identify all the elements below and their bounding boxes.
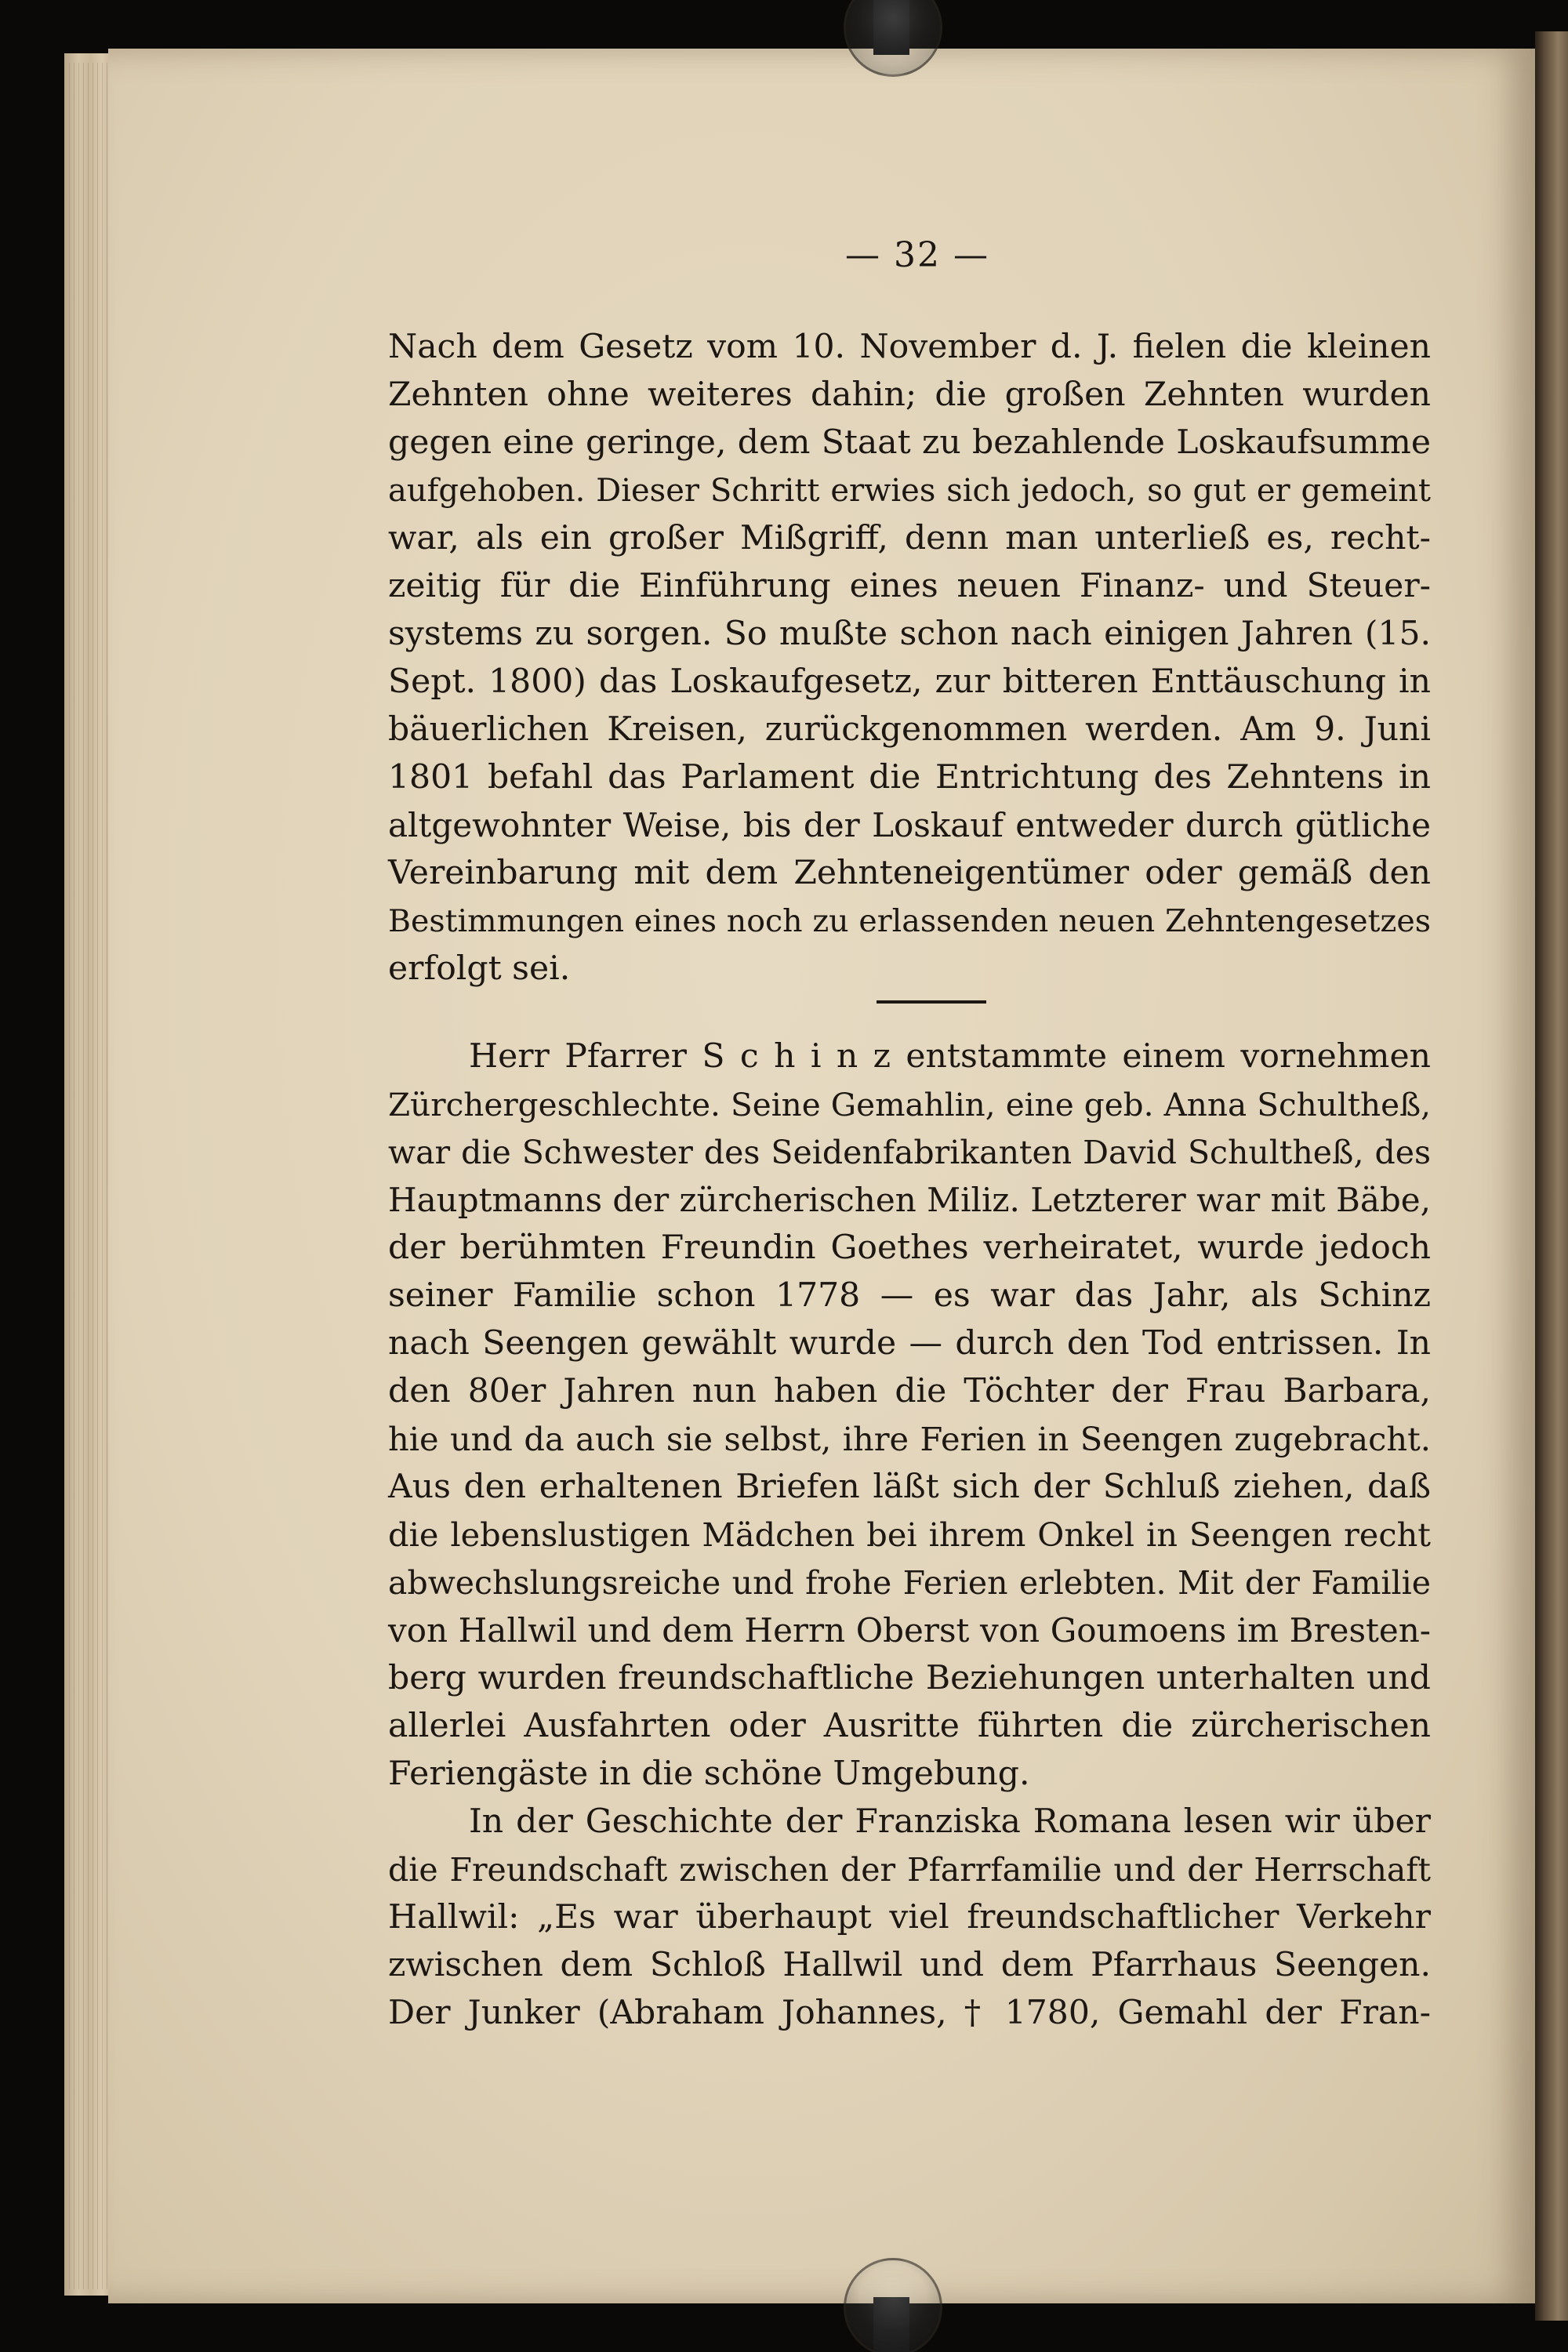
page-number: — 32 — — [845, 235, 989, 275]
text-line: allerlei Ausfahrten oder Ausritte führten die zürcherischen — [388, 1707, 1431, 1745]
text-line: die Freundschaft zwischen der Pfarrfamilie und der Herrschaft — [388, 1851, 1431, 1889]
text-line: abwechslungsreiche und frohe Ferien erlebten. Mit der Familie — [388, 1564, 1431, 1602]
text-line: systems zu sorgen. So mußte schon nach einigen Jahren (15. — [388, 615, 1431, 653]
text-line: aufgehoben. Dieser Schritt erwies sich jedoch, so gut er gemeint — [388, 473, 1431, 509]
text-line: zeitig für die Einführung eines neuen Finanz- und Steuer- — [388, 567, 1431, 605]
text-line: In der Geschichte der Franziska Romana lesen wir über — [469, 1802, 1431, 1841]
text-line: den 80er Jahren nun haben die Töchter der Frau Barbara, — [388, 1372, 1431, 1410]
page-stack-lines — [69, 63, 108, 2289]
text-line: Bestimmungen eines noch zu erlassenden neuen Zehntengesetzes — [388, 903, 1431, 939]
text-line: der berühmten Freundin Goethes verheiratet, wurde jedoch — [388, 1229, 1431, 1267]
text-line: Aus den erhaltenen Briefen läßt sich der Schluß ziehen, daß — [388, 1468, 1431, 1506]
text-line: altgewohnter Weise, bis der Loskauf entweder durch gütliche — [388, 806, 1431, 844]
text-line: nach Seengen gewählt wurde — durch den Tod entrissen. In — [388, 1324, 1431, 1363]
text-line: von Hallwil und dem Herrn Oberst von Goumoens im Bresten- — [388, 1611, 1431, 1650]
text-line: Feriengäste in die schöne Umgebung. — [388, 1755, 1030, 1793]
text-line: Zehnten ohne weiteres dahin; die großen Zehnten wurden — [388, 376, 1431, 414]
text-line: gegen eine geringe, dem Staat zu bezahlende Loskaufsumme — [388, 423, 1431, 462]
text-line: die lebenslustigen Mädchen bei ihrem Onkel in Seengen recht — [388, 1515, 1431, 1554]
text-line: seiner Familie schon 1778 — es war das Jahr, als Schinz — [388, 1276, 1431, 1315]
text-line: war die Schwester des Seidenfabrikanten David Schultheß, des — [388, 1134, 1431, 1171]
text-line: Hauptmanns der zürcherischen Miliz. Letzterer war mit Bäbe, — [388, 1181, 1431, 1219]
text-line: hie und da auch sie selbst, ihre Ferien in Seengen zugebracht. — [388, 1420, 1431, 1458]
book-gutter — [1535, 31, 1568, 2321]
text-line: berg wurden freundschaftliche Beziehungen unterhalten und — [388, 1659, 1431, 1697]
text-line: erfolgt sei. — [388, 949, 571, 988]
text-line: Hallwil: „Es war überhaupt viel freundschaftlicher Verkehr — [388, 1898, 1431, 1936]
text-line: bäuerlichen Kreisen, zurückgenommen werden. Am 9. Juni — [388, 710, 1431, 749]
text-line: Sept. 1800) das Loskaufgesetz, zur bitteren Enttäuschung in — [388, 662, 1431, 701]
text-line: Herr Pfarrer S c h i n z entstammte einem vornehmen — [469, 1037, 1431, 1076]
section-divider — [877, 1000, 986, 1004]
text-line: war, als ein großer Mißgriff, denn man unterließ es, recht- — [388, 519, 1431, 557]
text-line: Der Junker (Abraham Johannes, † 1780, Gemahl der Fran- — [388, 1994, 1431, 2032]
text-line: zwischen dem Schloß Hallwil und dem Pfarrhaus Seengen. — [388, 1946, 1431, 1984]
text-line: Zürchergeschlechte. Seine Gemahlin, eine geb. Anna Schultheß, — [388, 1086, 1431, 1123]
text-line: Nach dem Gesetz vom 10. November d. J. fielen die kleinen — [388, 328, 1431, 366]
text-line: 1801 befahl das Parlament die Entrichtung des Zehntens in — [388, 758, 1431, 797]
text-line: Vereinbarung mit dem Zehnteneigentümer oder gemäß den — [388, 854, 1431, 892]
bottom-page-clip — [844, 2258, 942, 2352]
